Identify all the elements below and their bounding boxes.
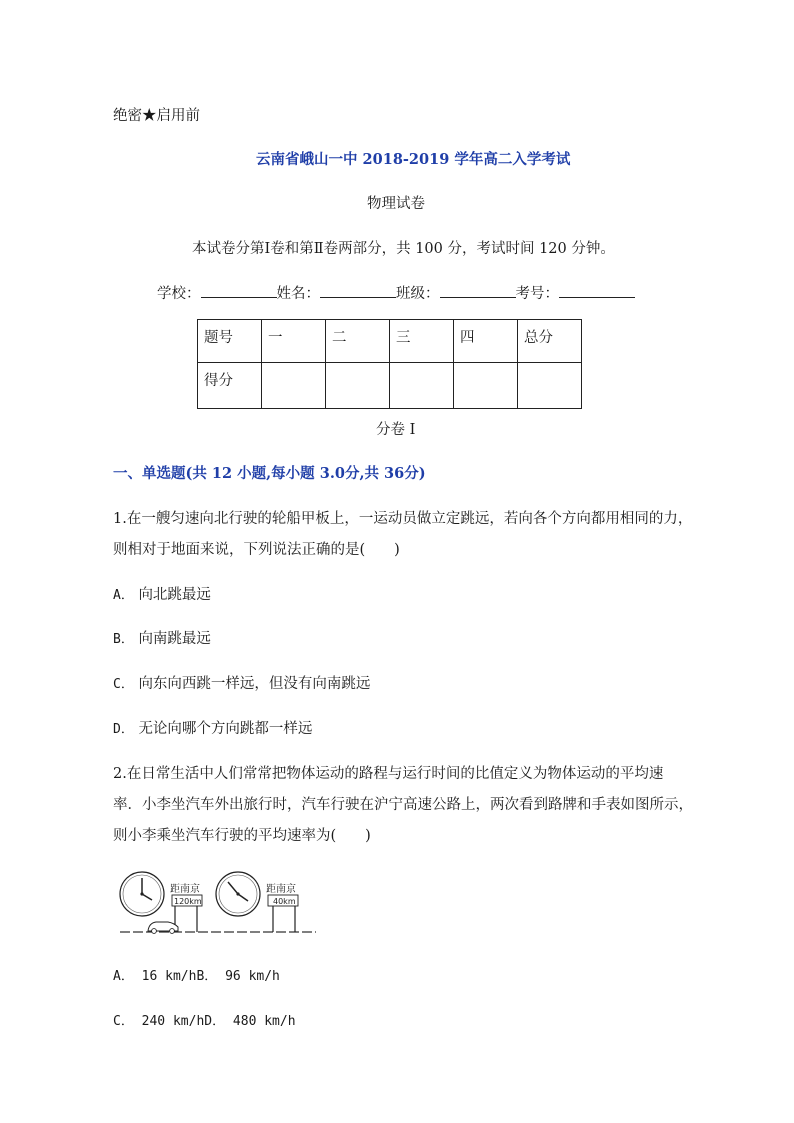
sign2-distance: 40km bbox=[273, 897, 296, 906]
class-label: 班级： bbox=[396, 286, 440, 302]
sign1-title: 距南京 bbox=[170, 884, 200, 895]
score-table bbox=[197, 319, 582, 409]
option-text: 向北跳最远 bbox=[138, 587, 211, 603]
score-cell-3: 三 bbox=[390, 320, 454, 363]
number-label: 考号： bbox=[515, 286, 559, 302]
class-blank[interactable] bbox=[440, 284, 516, 298]
volume-label: 分卷 I bbox=[376, 422, 416, 438]
score-cell-total: 总分 bbox=[518, 320, 582, 363]
sign1-distance: 120km bbox=[174, 897, 202, 906]
q2-options-cd[interactable]: C． 240 km/hD． 480 km/h bbox=[113, 1014, 296, 1029]
q2-line2: 率．小李坐汽车外出旅行时，汽车行驶在沪宁高速公路上，两次看到路牌和手表如图所示， bbox=[113, 797, 693, 813]
option-letter: B． bbox=[113, 632, 134, 647]
q1-option-d[interactable] bbox=[113, 717, 312, 738]
section-title: 一、单选题(共 12 小题,每小题 3.0分,共 36分) bbox=[113, 465, 426, 482]
option-letter: C． bbox=[113, 677, 134, 692]
school-blank[interactable] bbox=[201, 284, 277, 298]
score-input-2[interactable] bbox=[326, 363, 390, 409]
name-label: 姓名： bbox=[276, 286, 320, 302]
q2-options-ab[interactable]: A． 16 km/hB． 96 km/h bbox=[113, 969, 280, 984]
exam-intro: 本试卷分第Ⅰ卷和第Ⅱ卷两部分，共 100 分，考试时间 120 分钟。 bbox=[192, 241, 615, 257]
name-blank[interactable] bbox=[320, 284, 396, 298]
score-cell-2: 二 bbox=[326, 320, 390, 363]
road-sign-2 bbox=[266, 882, 298, 932]
score-table-header-row bbox=[198, 320, 582, 363]
number-blank[interactable] bbox=[559, 284, 635, 298]
confidential-label: 绝密★启用前 bbox=[113, 108, 200, 124]
q2-line1: 2.在日常生活中人们常常把物体运动的路程与运行时间的比值定义为物体运动的平均速 bbox=[113, 766, 664, 782]
q2-figure bbox=[118, 866, 318, 938]
q1-line1: 1.在一艘匀速向北行驶的轮船甲板上，一运动员做立定跳远，若向各个方向都用相同的力， bbox=[113, 511, 693, 527]
q1-option-b[interactable] bbox=[113, 627, 211, 648]
sign2-title: 距南京 bbox=[266, 884, 296, 895]
watch-icon-2 bbox=[216, 872, 260, 916]
score-cell-4: 四 bbox=[454, 320, 518, 363]
q1-option-c[interactable] bbox=[113, 672, 370, 693]
subject-title: 物理试卷 bbox=[367, 196, 425, 212]
option-text: 无论向哪个方向跳都一样远 bbox=[138, 721, 313, 737]
option-letter: D． bbox=[113, 722, 134, 737]
score-input-3[interactable] bbox=[390, 363, 454, 409]
q2-line3: 则小李乘坐汽车行驶的平均速率为( ) bbox=[113, 828, 371, 844]
score-row-label: 得分 bbox=[198, 363, 262, 409]
option-letter: A． bbox=[113, 588, 134, 603]
score-cell-header: 题号 bbox=[198, 320, 262, 363]
score-table-score-row bbox=[198, 363, 582, 409]
score-input-1[interactable] bbox=[262, 363, 326, 409]
q1-option-a[interactable] bbox=[113, 583, 211, 604]
option-text: 向东向西跳一样远，但没有向南跳远 bbox=[138, 676, 371, 692]
score-cell-1: 一 bbox=[262, 320, 326, 363]
exam-title: 云南省峨山一中 2018-2019 学年高二入学考试 bbox=[256, 151, 571, 168]
watch-icon-1 bbox=[120, 872, 164, 916]
school-label: 学校： bbox=[157, 286, 201, 302]
score-input-4[interactable] bbox=[454, 363, 518, 409]
option-text: 向南跳最远 bbox=[138, 631, 211, 647]
q1-line2: 则相对于地面来说，下列说法正确的是( ) bbox=[113, 542, 400, 558]
score-input-total[interactable] bbox=[518, 363, 582, 409]
info-fields-row bbox=[157, 282, 635, 303]
